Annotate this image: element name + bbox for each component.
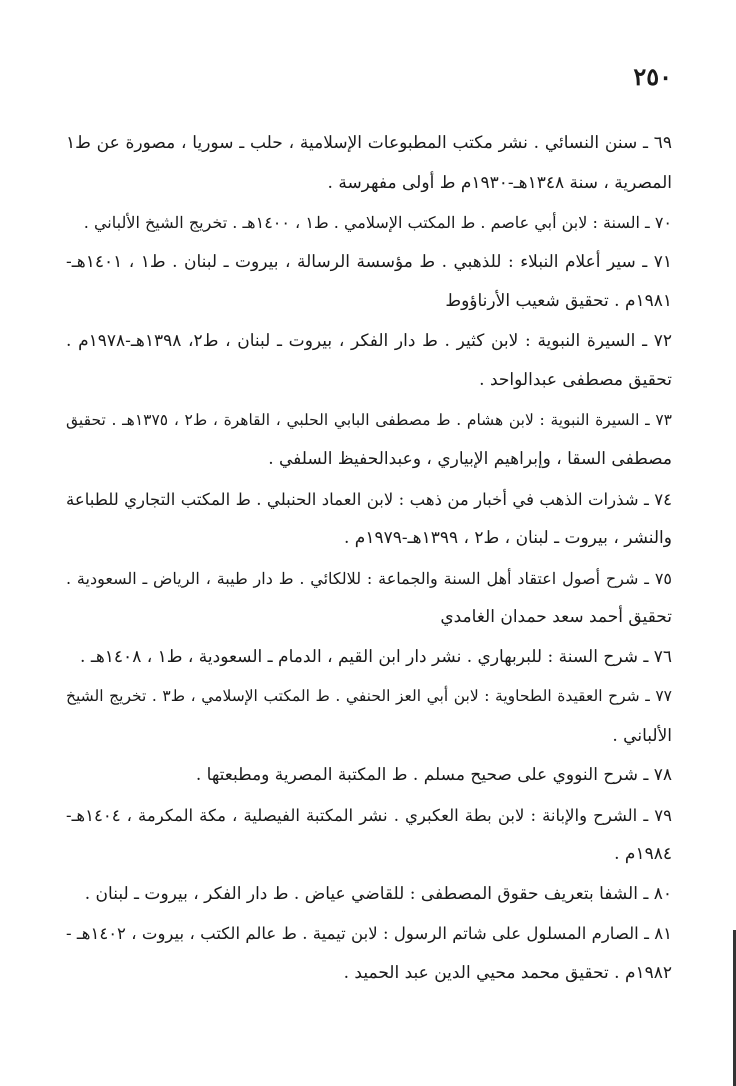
entry-line: ٧١ ـ سير أعلام النبلاء : للذهبي . ط مؤسسة الرسالة ، بيروت ـ لبنان . ط١ ، ١٤٠١هـ- xyxy=(66,251,672,272)
bibliography-entry-70 xyxy=(66,203,672,243)
bibliography-entry-71 xyxy=(66,243,672,322)
bibliography-entry-69 xyxy=(66,124,672,203)
entry-continuation: مصطفى السقا ، وإبراهيم الإبياري ، وعبدالحفيظ السلفي . xyxy=(268,449,672,469)
entry-line: ٧٨ ـ شرح النووي على صحيح مسلم . ط المكتبة المصرية ومطبعتها . xyxy=(195,765,672,785)
entry-line: ٧٦ ـ شرح السنة : للبربهاري . نشر دار ابن القيم ، الدمام ـ السعودية ، ط١ ، ١٤٠٨هـ . xyxy=(80,646,672,667)
entry-continuation: والنشر ، بيروت ـ لبنان ، ط٢ ، ١٣٩٩هـ-١٩٧٩م . xyxy=(344,528,672,548)
bibliography-list xyxy=(66,124,672,993)
entry-line: ٧٧ ـ شرح العقيدة الطحاوية : لابن أبي العز الحنفي . ط المكتب الإسلامي ، ط٣ . تخريج الشيخ xyxy=(66,687,672,705)
entry-line: ٨١ ـ الصارم المسلول على شاتم الرسول : لابن تيمية . ط عالم الكتب ، بيروت ، ١٤٠٢هـ - xyxy=(66,924,673,943)
bibliography-entry-81 xyxy=(66,914,672,993)
bibliography-entry-72 xyxy=(66,322,672,401)
entry-continuation: ١٩٨٢م . تحقيق محمد محيي الدين عبد الحميد . xyxy=(343,962,672,983)
entry-line: ٧٥ ـ شرح أصول اعتقاد أهل السنة والجماعة : للالكائي . ط دار طيبة ، الرياض ـ السعودية . xyxy=(66,568,672,588)
entry-line: ٧٢ ـ السيرة النبوية : لابن كثير . ط دار الفكر ، بيروت ـ لبنان ، ط٢، ١٣٩٨هـ-١٩٧٨م . xyxy=(66,330,672,351)
bibliography-entry-80 xyxy=(66,875,672,915)
entry-continuation: ١٩٨٤م . xyxy=(614,844,672,864)
bibliography-entry-77 xyxy=(66,677,672,756)
bibliography-entry-73 xyxy=(66,401,672,480)
entry-continuation: ١٩٨١م . تحقيق شعيب الأرناؤوط xyxy=(445,291,672,311)
entry-line: ٨٠ ـ الشفا بتعريف حقوق المصطفى : للقاضي عياض . ط دار الفكر ، بيروت ـ لبنان . xyxy=(84,883,672,904)
entry-line: ٧٠ ـ السنة : لابن أبي عاصم . ط المكتب الإسلامي . ط١ ، ١٤٠٠هـ . تخريج الشيخ الألباني . xyxy=(83,213,672,232)
entry-continuation: تحقيق أحمد سعد حمدان الغامدي xyxy=(440,607,672,627)
bibliography-entry-76 xyxy=(66,638,672,678)
entry-line: ٧٩ ـ الشرح والإبانة : لابن بطة العكبري . نشر المكتبة الفيصلية ، مكة المكرمة ، ١٤٠٤هـ- xyxy=(66,805,672,825)
bibliography-entry-75 xyxy=(66,559,672,638)
entry-continuation: المصرية ، سنة ١٣٤٨هـ-١٩٣٠م ط أولى مفهرسة . xyxy=(327,172,672,193)
entry-line: ٦٩ ـ سنن النسائي . نشر مكتب المطبوعات الإسلامية ، حلب ـ سوريا ، مصورة عن ط١ xyxy=(66,133,672,153)
bibliography-entry-74 xyxy=(66,480,672,559)
entry-continuation: الألباني . xyxy=(612,725,672,746)
bibliography-entry-78 xyxy=(66,756,672,796)
entry-line: ٧٤ ـ شذرات الذهب في أخبار من ذهب : لابن العماد الحنبلي . ط المكتب التجاري للطباعة xyxy=(66,489,672,509)
entry-line: ٧٣ ـ السيرة النبوية : لابن هشام . ط مصطفى البابي الحلبي ، القاهرة ، ط٢ ، ١٣٧٥هـ . تحقيق xyxy=(66,410,672,429)
page-number: ٢٥٠ xyxy=(633,62,672,91)
bibliography-entry-79 xyxy=(66,796,672,875)
entry-continuation: تحقيق مصطفى عبدالواحد . xyxy=(479,370,672,390)
